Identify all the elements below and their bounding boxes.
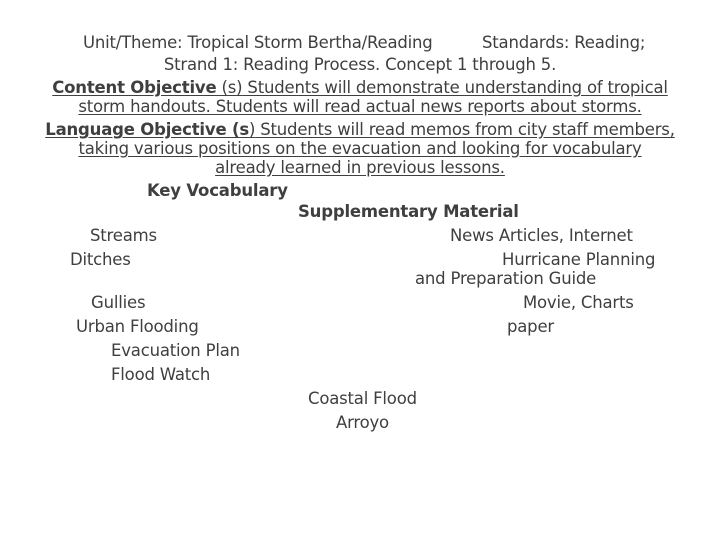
vocab-coastal-flood: Coastal Flood: [308, 389, 417, 408]
vocab-gullies: Gullies: [91, 293, 146, 312]
vocab-streams: Streams: [90, 226, 157, 245]
content-objective-text: Students will demonstrate understanding of tropical: [242, 78, 668, 97]
supp-news-articles: News Articles, Internet: [450, 226, 633, 245]
content-objective-line-1: [0, 78, 720, 98]
strand-line: Strand 1: Reading Process. Concept 1 through 5.: [163, 55, 557, 74]
supp-movie-charts: Movie, Charts: [523, 293, 634, 312]
unit-theme: Unit/Theme: Tropical Storm Bertha/Reading: [83, 33, 433, 52]
supp-hurricane-planning: Hurricane Planning: [502, 250, 656, 269]
language-objective-label: Language Objective (s: [45, 120, 249, 139]
content-objective-label-suffix: (s): [216, 78, 243, 97]
standards: Standards: Reading;: [482, 33, 646, 52]
language-objective-line-2: taking various positions on the evacuation and looking for vocabulary: [78, 139, 642, 158]
supp-preparation-guide: and Preparation Guide: [415, 269, 597, 288]
vocab-ditches: Ditches: [70, 250, 131, 269]
language-objective-label-suffix: ): [248, 120, 256, 139]
supp-paper: paper: [507, 317, 554, 336]
content-objective-label: Content Objective: [52, 78, 217, 97]
vocab-arroyo: Arroyo: [336, 413, 389, 432]
content-objective-line-2: storm handouts. Students will read actual news reports about storms.: [78, 97, 642, 116]
language-objective-line-1: [0, 120, 720, 140]
supplementary-material-heading: Supplementary Material: [298, 202, 519, 221]
key-vocabulary-heading: Key Vocabulary: [147, 181, 288, 200]
language-objective-line-3: already learned in previous lessons.: [215, 158, 505, 177]
vocab-evacuation-plan: Evacuation Plan: [111, 341, 240, 360]
vocab-urban-flooding: Urban Flooding: [76, 317, 199, 336]
vocab-flood-watch: Flood Watch: [111, 365, 211, 384]
language-objective-text: Students will read memos from city staff members,: [255, 120, 675, 139]
